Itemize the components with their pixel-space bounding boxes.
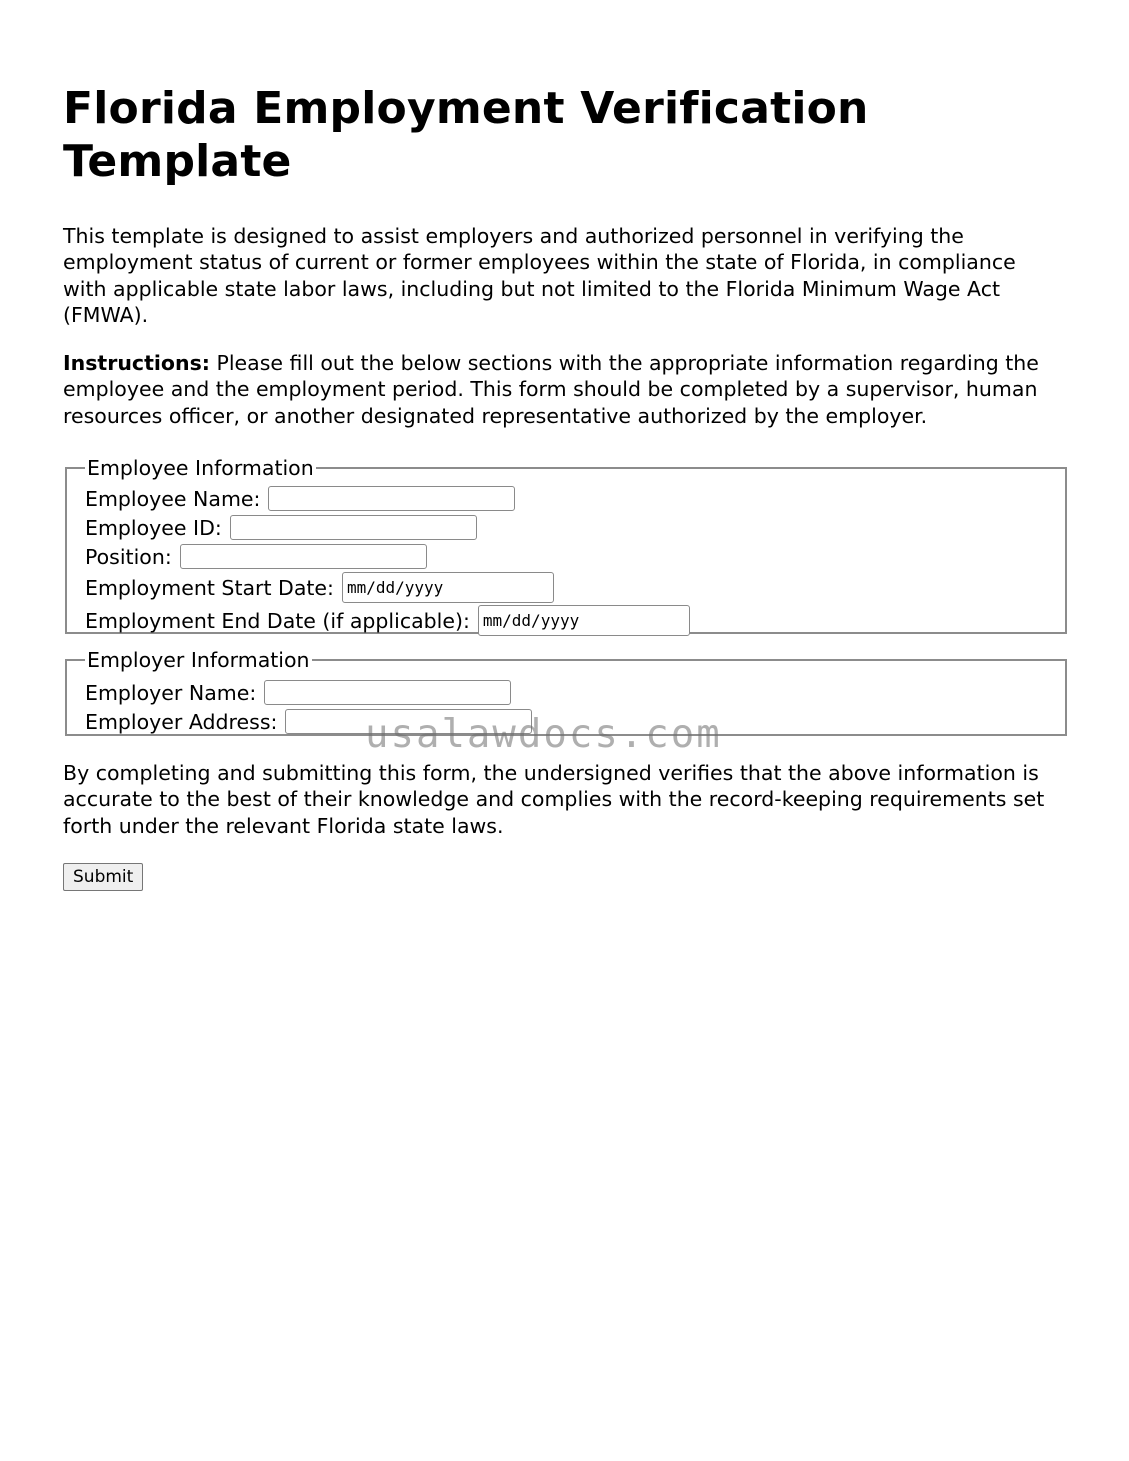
employer-information-fieldset [65, 648, 1067, 736]
employee-information-fieldset [65, 456, 1067, 634]
closing-paragraph: By completing and submitting this form, the undersigned verifies that the above information is accurate to the best of their knowledge and complies with the record-keeping requirements set forth under the relevant Florida state laws. [63, 761, 1045, 838]
employer-name-label: Employer Name: [85, 680, 257, 705]
employer-name-input[interactable] [264, 680, 511, 705]
submit-button[interactable]: Submit [63, 863, 143, 891]
start-date-input[interactable]: mm/dd/yyyy [342, 572, 554, 603]
end-date-row [85, 604, 1047, 637]
start-date-label: Employment Start Date: [85, 575, 334, 600]
position-row [85, 542, 1047, 571]
end-date-input[interactable]: mm/dd/yyyy [478, 605, 690, 636]
start-date-row [85, 571, 1047, 604]
employee-id-input[interactable] [230, 515, 477, 540]
page [63, 0, 1065, 891]
employee-name-input[interactable] [268, 486, 515, 511]
instructions-label: Instructions: [63, 351, 210, 376]
employee-name-row [85, 484, 1047, 513]
employer-address-row [85, 707, 1047, 736]
instructions-paragraph [63, 350, 1065, 429]
employer-address-input[interactable] [285, 709, 532, 734]
end-date-label: Employment End Date (if applicable): [85, 608, 470, 633]
employer-name-row [85, 678, 1047, 707]
employee-name-label: Employee Name: [85, 486, 261, 511]
watermark: usalawdocs.com [365, 712, 722, 757]
employee-information-legend: Employee Information [87, 456, 314, 481]
instructions-text: Please fill out the below sections with the appropriate information regarding the employee and the employment period. This form should be completed by a supervisor, human resources officer, or another designated representative authorized by the employer. [63, 351, 1039, 428]
position-input[interactable] [180, 544, 427, 569]
employee-id-row [85, 513, 1047, 542]
employer-information-legend: Employer Information [87, 648, 310, 673]
intro-paragraph: This template is designed to assist employers and authorized personnel in verifying the employment status of current or former employees within the state of Florida, in compliance with applicable state labor laws, including but not limited to the Florida Minimum Wage Act (FMWA). [63, 224, 1016, 327]
employer-address-label: Employer Address: [85, 709, 278, 734]
position-label: Position: [85, 544, 172, 569]
employee-id-label: Employee ID: [85, 515, 222, 540]
page-title: Florida Employment Verification Template [63, 83, 869, 187]
